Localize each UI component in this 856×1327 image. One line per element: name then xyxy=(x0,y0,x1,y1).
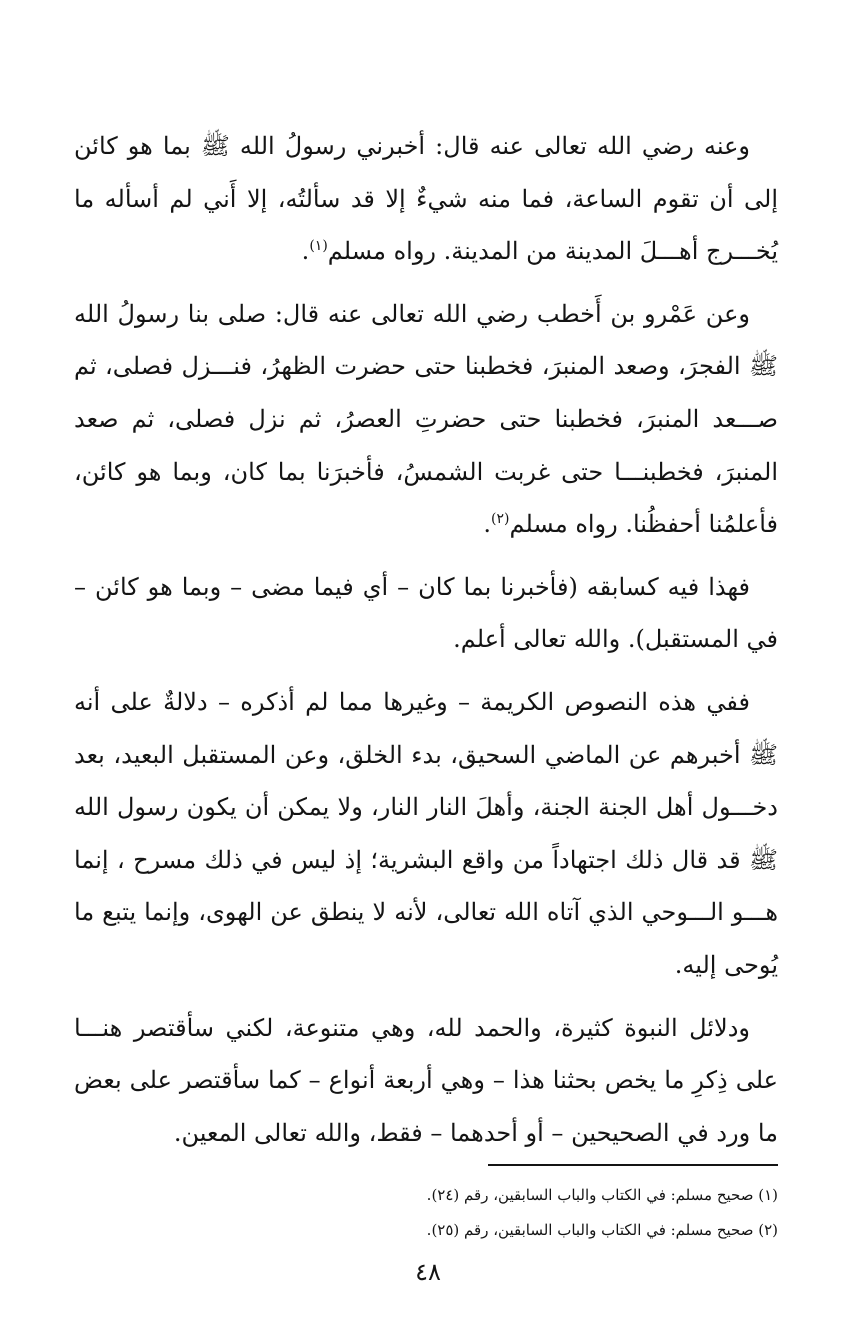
paragraph-4-text: ففي هذه النصوص الكريمة – وغيرها مما لم أذكره – دلالةٌ على أنه ﷺ أخبرهم عن الماضي السحيق، بدء الخلق، وعن المستقبل البعيد، بعد دخـــول أهل الجنة الجنة، وأهلَ النار النار، ولا يمكن أن يكون رسول الله ﷺ قد قال ذلك اجتهاداً من واقع البشرية؛ إذ ليس في ذلك مسرح ، إنما هـــو الـــوحي الذي آتاه الله تعالى، لأنه لا ينطق عن الهوى، وإنما يتبع ما يُوحى إليه. xyxy=(74,687,778,979)
paragraph-2-tail: . xyxy=(483,510,492,539)
footnote-1: (١) صحيح مسلم: في الكتاب والباب السابقين، رقم (٢٤). xyxy=(426,1186,778,1204)
footnote-ref-1[interactable]: (١) xyxy=(309,238,328,255)
footnote-divider xyxy=(488,1164,778,1166)
page-number: ٤٨ xyxy=(415,1258,441,1286)
footnote-ref-2[interactable]: (٢) xyxy=(491,511,510,528)
paragraph-5 xyxy=(74,1002,778,1160)
paragraph-2-text: وعن عَمْرو بن أَخطب رضي الله تعالى عنه قال: صلى بنا رسولُ الله ﷺ الفجرَ، وصعد المنبرَ، فخطبنا حتى حضرت الظهرُ، فنـــزل فصلى، ثم صـــعد المنبرَ، فخطبنا حتى حضرتِ العصرُ، ثم نزل فصلى، ثم صعد المنبرَ، فخطبنـــا حتى غربت الشمسُ، فأخبرَنا بما كان، وبما هو كائن، فأعلمُنا أحفظُنا. رواه مسلم xyxy=(74,299,778,539)
paragraph-1 xyxy=(74,120,778,278)
main-text xyxy=(74,120,778,1169)
footnote-2: (٢) صحيح مسلم: في الكتاب والباب السابقين، رقم (٢٥). xyxy=(426,1221,778,1239)
paragraph-4 xyxy=(74,676,778,992)
paragraph-3 xyxy=(74,561,778,666)
footnotes xyxy=(178,1178,778,1248)
paragraph-2 xyxy=(74,288,778,551)
paragraph-3-text: فهذا فيه كسابقه (فأخبرنا بما كان – أي فيما مضى – وبما هو كائن – في المستقبل). والله تعالى أعلم. xyxy=(74,572,778,654)
paragraph-1-text: وعنه رضي الله تعالى عنه قال: أخبرني رسولُ الله ﷺ بما هو كائن إلى أن تقوم الساعة، فما منه شيءٌ إلا قد سألتُه، إلا أَني لم أسأله ما يُخـــرج أهـــلَ المدينة من المدينة. رواه مسلم xyxy=(74,132,778,266)
paragraph-1-tail: . xyxy=(301,237,310,266)
paragraph-5-text: ودلائل النبوة كثيرة، والحمد لله، وهي متنوعة، لكني سأقتصر هنـــا على ذِكرِ ما يخص بحثنا هذا – وهي أربعة أنواع – كما سأقتصر على بعض ما ورد في الصحيحين – أو أحدهما – فقط، والله تعالى المعين. xyxy=(74,1013,778,1147)
